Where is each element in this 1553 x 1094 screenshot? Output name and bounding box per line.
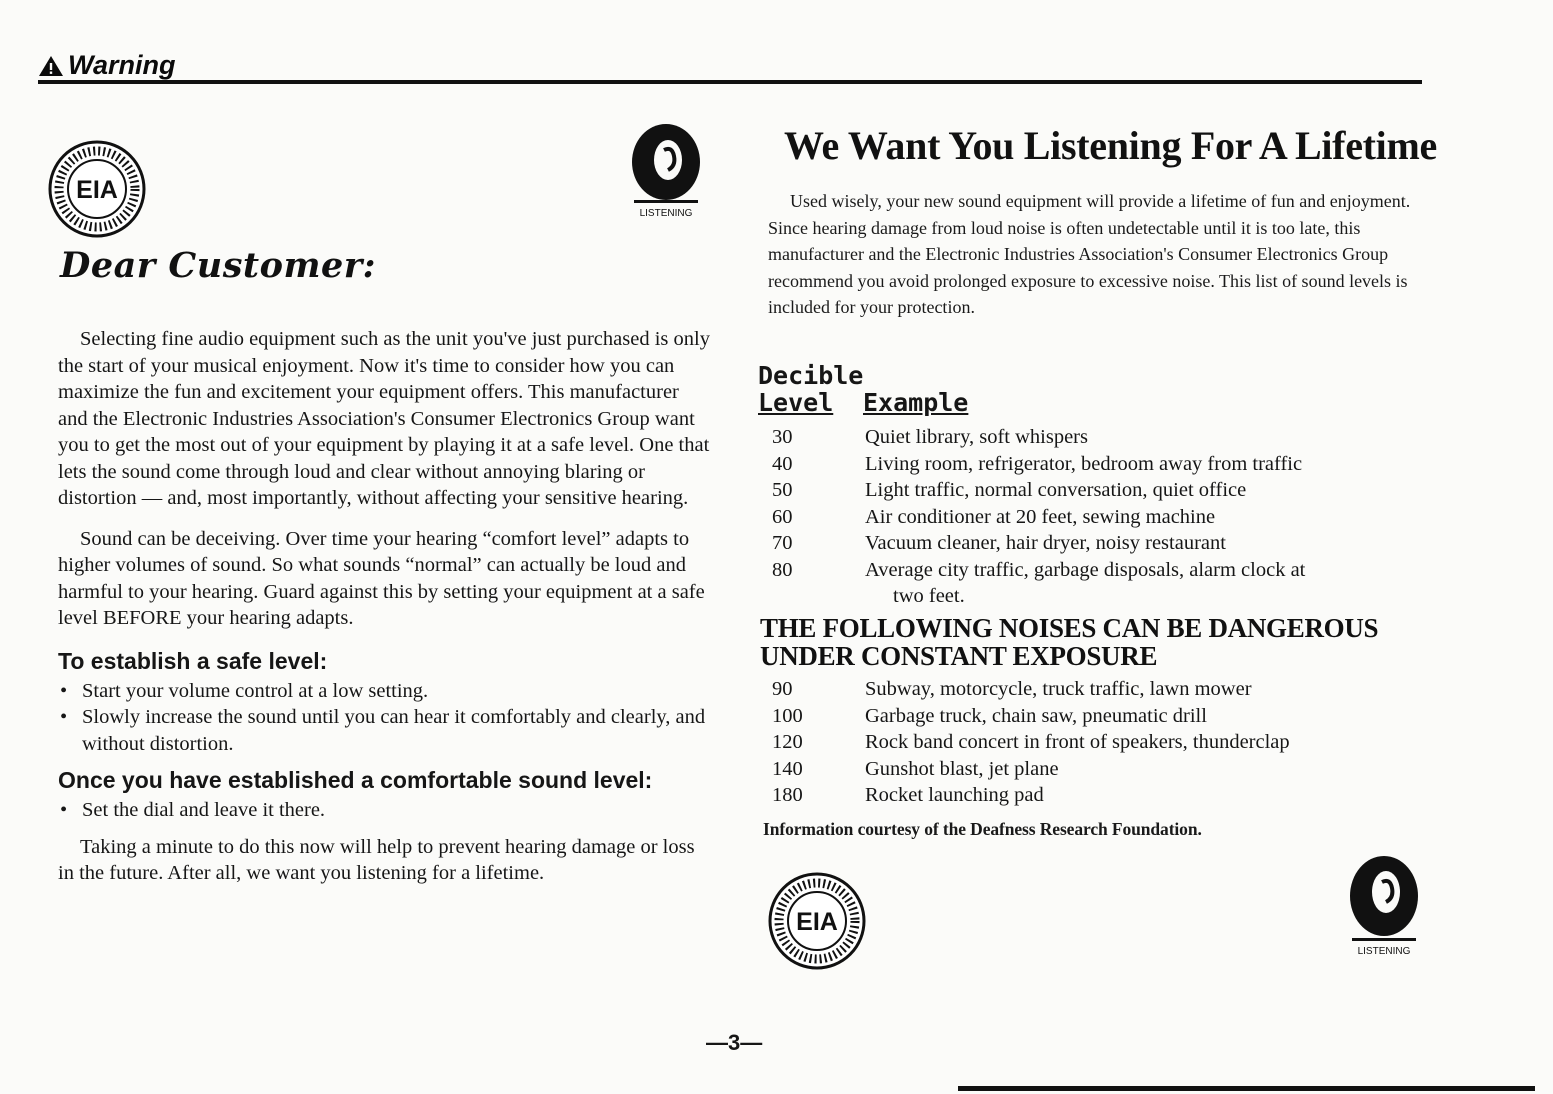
example-text: Vacuum cleaner, hair dryer, noisy restaurant (865, 532, 1226, 554)
example-text: Garbage truck, chain saw, pneumatic drill (865, 704, 1207, 727)
table-row (760, 756, 1440, 783)
page-number: —3— (706, 1030, 763, 1055)
table-row (760, 703, 1440, 730)
sound-intro-paragraph: Used wisely, your new sound equipment will provide a lifetime of fun and enjoyment. Since hearing damage from loud noise is often undetectable until it is too late, this manufacturer and the Electronic Industries Association's Consumer Electronics Group recommend you avoid prolonged exposure to excessive noise. This list of sound levels is included for your protection. (768, 191, 1411, 317)
level-value: 140 (772, 757, 803, 780)
table-row (760, 782, 1440, 809)
sound-level-table (760, 424, 1440, 610)
decibel-header: Decible (758, 361, 864, 390)
list-item: • Slowly increase the sound until you can hear it comfortably and clearly, and without distortion. (58, 704, 713, 757)
danger-heading (760, 614, 1440, 670)
example-text (865, 557, 1440, 610)
example-text: Living room, refrigerator, bedroom away from traffic (865, 452, 1303, 475)
eia-seal-logo (768, 872, 866, 970)
level-value: 80 (772, 558, 793, 581)
listening-badge-logo (624, 122, 704, 222)
table-row (760, 424, 1440, 451)
comfortable-level-steps (58, 797, 713, 824)
level-value: 50 (772, 479, 793, 501)
table-row (760, 557, 1440, 610)
level-value: 120 (772, 731, 803, 753)
list-item: • Start your volume control at a low setting. (58, 678, 713, 705)
danger-heading-line: UNDER CONSTANT EXPOSURE (760, 641, 1158, 671)
page-title: We Want You Listening For A Lifetime (784, 123, 1437, 168)
deceiving-paragraph: Sound can be deceiving. Over time your hearing “comfort level” adapts to higher volumes of sound. So what sounds “normal” can actually be loud and harmful to your hearing. Guard against this by setting your equipment at a safe level BEFORE your hearing adapts. (58, 527, 705, 629)
level-value: 30 (772, 426, 793, 448)
intro-paragraph: Selecting fine audio equipment such as the unit you've just purchased is only the start of your musical enjoyment. Now it's time to consider how you can maximize the fun and excitement your equipment offers. This manufacturer and the Electronic Industries Association's Consumer Electronics Group want you to get the most out of your equipment by playing it at a safe level. One that lets the sound come through loud and clear without annoying blaring or distortion — and, most importantly, without affecting your sensitive hearing. (58, 328, 710, 509)
table-row (760, 530, 1440, 557)
level-header: Level (758, 388, 834, 417)
table-row (760, 504, 1440, 531)
example-text: Gunshot blast, jet plane (865, 757, 1059, 780)
example-text: Quiet library, soft whispers (865, 426, 1088, 448)
warning-title (38, 50, 176, 81)
example-text: Rock band concert in front of speakers, thunderclap (865, 731, 1290, 753)
level-value: 40 (772, 452, 793, 475)
listening-badge-logo (1344, 852, 1424, 962)
level-value: 90 (772, 678, 793, 700)
eia-seal-logo (48, 140, 146, 238)
example-text: Subway, motorcycle, truck traffic, lawn mower (865, 678, 1252, 700)
example-text-continuation: two feet. (893, 585, 965, 607)
example-text: Light traffic, normal conversation, quiet office (865, 479, 1247, 501)
safe-level-heading: To establish a safe level: (58, 647, 328, 674)
warning-triangle-icon (38, 55, 64, 77)
warning-title-text: Warning (68, 50, 176, 80)
table-row (760, 477, 1440, 504)
dangerous-level-table (760, 676, 1440, 809)
example-header: Example (863, 388, 969, 417)
example-text-line: Average city traffic, garbage disposals, alarm clock at (865, 558, 1306, 581)
comfortable-level-heading: Once you have established a comfortable sound level: (58, 767, 653, 793)
eia-seal-text: EIA (796, 908, 838, 936)
example-text: Rocket launching pad (865, 784, 1044, 806)
list-item: • Set the dial and leave it there. (58, 797, 713, 824)
level-value: 180 (772, 784, 803, 806)
table-row (760, 729, 1440, 756)
listening-badge-text: LISTENING (1357, 946, 1411, 957)
salutation: Dear Customer: (60, 245, 377, 286)
header-rule (38, 80, 1422, 84)
level-value: 60 (772, 505, 793, 528)
source-credit: Information courtesy of the Deafness Research Foundation. (763, 819, 1202, 839)
closing-paragraph: Taking a minute to do this now will help to prevent hearing damage or loss in the future. After all, we want you listening for a lifetime. (58, 835, 695, 884)
footer-rule (958, 1086, 1535, 1091)
left-column (58, 326, 713, 901)
eia-seal-text: EIA (76, 176, 118, 204)
example-text: Air conditioner at 20 feet, sewing machine (865, 505, 1216, 528)
level-value: 70 (772, 532, 793, 554)
listening-badge-text: LISTENING (639, 208, 693, 219)
table-row (760, 451, 1440, 478)
sound-intro (768, 188, 1418, 321)
level-value: 100 (772, 704, 803, 727)
danger-heading-line: THE FOLLOWING NOISES CAN BE DANGEROUS (760, 613, 1379, 643)
table-row (760, 676, 1440, 703)
safe-level-steps (58, 678, 713, 758)
warning-header (38, 50, 1422, 94)
table-header (758, 361, 969, 417)
